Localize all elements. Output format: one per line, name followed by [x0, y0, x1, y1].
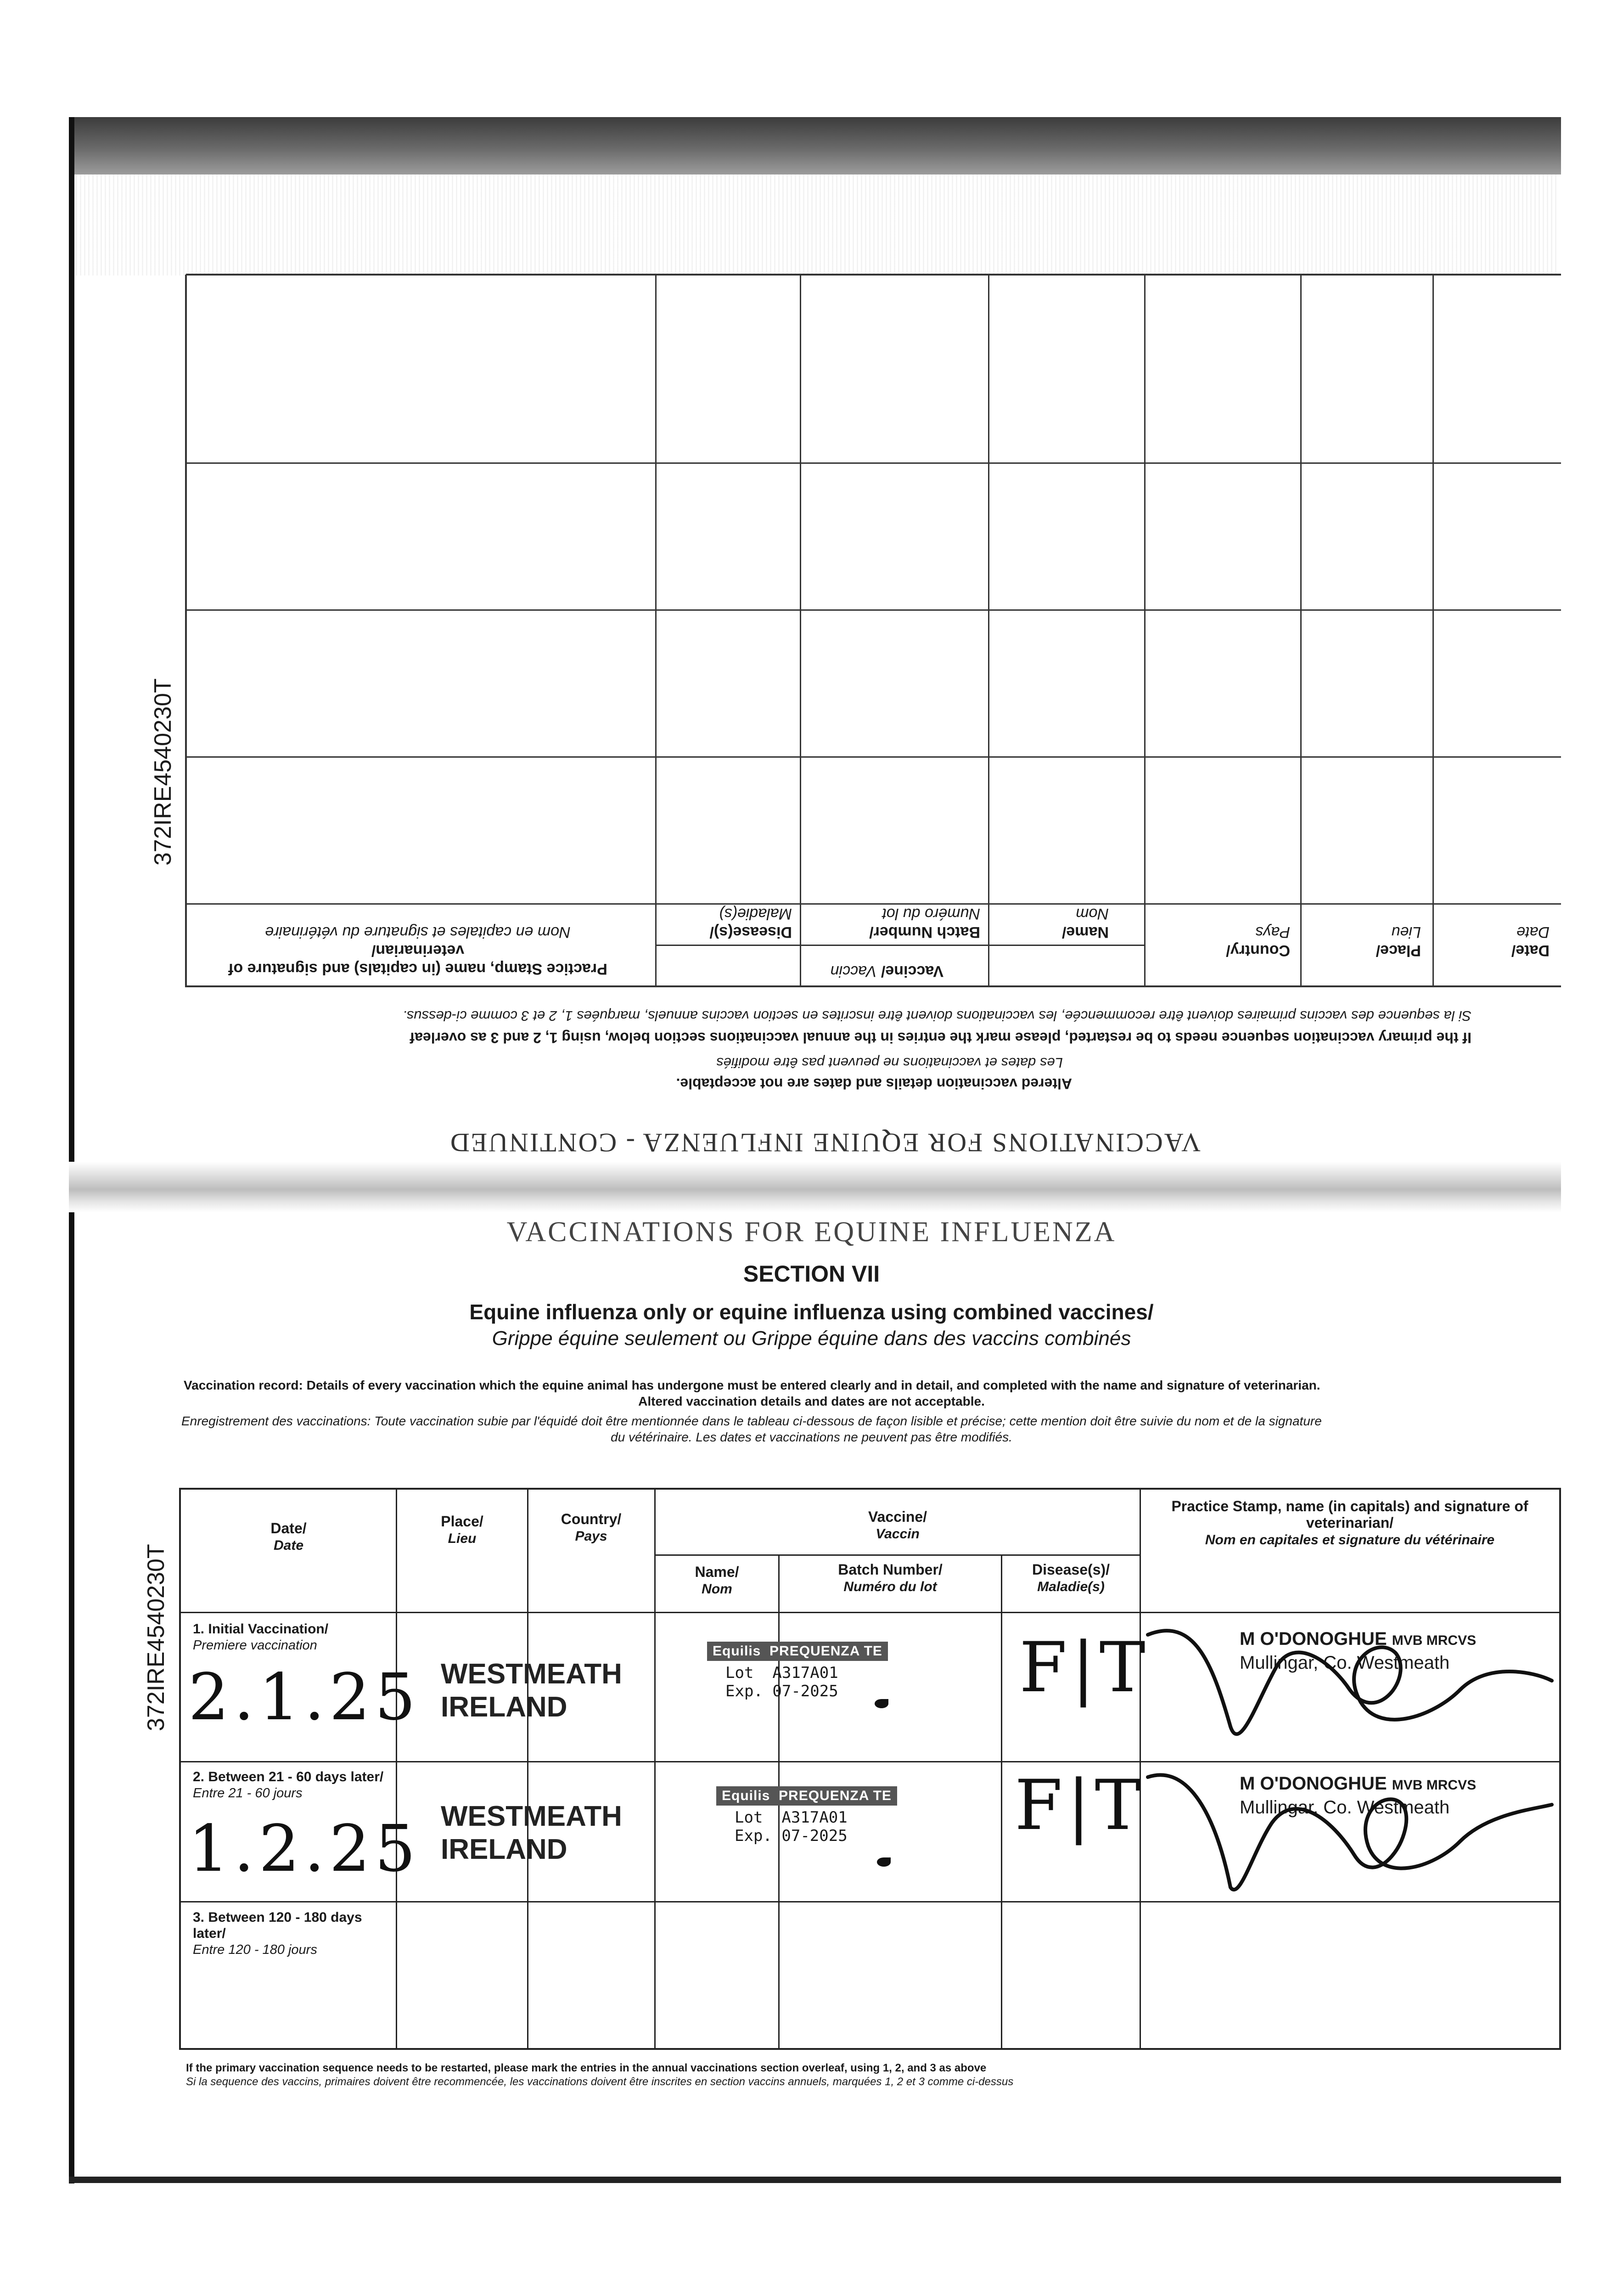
table-left-border [179, 1488, 181, 2050]
record-note-fr-2: du vétérinaire. Les dates et vaccinations ne peuvent pas être modifiés. [611, 1430, 1012, 1444]
col-vaccine-header: Vaccine/ Vaccin [868, 1508, 927, 1542]
row-1-date: 2.1.25 [188, 1660, 421, 1735]
col-name-header: Name/ Nom [695, 1564, 739, 1597]
row-2-disease: F|T [1015, 1766, 1146, 1846]
upper-col-name: Name/ Nom [1061, 905, 1109, 941]
section-heading: VACCINATIONS FOR EQUINE INFLUENZA [506, 1216, 1117, 1248]
row-2-label: 2. Between 21 - 60 days later/ Entre 21 - 60 jours [193, 1769, 384, 1801]
row-2-vet-stamp: M O'DONOGHUE MVB MRCVS Mullingar, Co. Westmeath [1240, 1773, 1477, 1818]
upper-table-right-border [185, 275, 187, 987]
row-2-vaccine-stamp: Equilis PREQUENZA TE Lot A317A01 Exp. 07-2025 [716, 1786, 897, 1845]
upper-col-divider [800, 275, 801, 987]
upper-col-stamp: Practice Stamp, name (in capitals) and signature of veterinarian/ Nom en capitales et signature du vétérinaire [228, 923, 607, 978]
vaccine-subheader-divider [654, 1554, 1141, 1556]
upper-heading: VACCINATIONS FOR EQUINE INFLUENZA - CONTINUED [449, 1128, 1201, 1158]
col-divider-place [527, 1488, 528, 2050]
table-bottom-border [179, 2048, 1561, 2050]
upper-col-divider [655, 275, 657, 987]
record-note-bold: Vaccination record: Details of every vaccination which the equine animal has undergone must be entered clearly and in detail, and completed with the name and signature of veterinarian. [184, 1378, 1320, 1392]
upper-row-divider [186, 609, 1561, 611]
row-2-signature [1139, 1754, 1561, 1906]
upper-table-bottom-border [186, 274, 1561, 276]
col-batch-header: Batch Number/ Numéro du lot [838, 1561, 943, 1594]
row-1-tick-mark [875, 1699, 888, 1708]
row-1-vet-stamp: M O'DONOGHUE MVB MRCVS Mullingar, Co. Westmeath [1240, 1629, 1477, 1673]
col-country-header: Country/ Pays [561, 1511, 622, 1544]
row-1-disease: F|T [1019, 1628, 1150, 1708]
upper-note-bold: Altered vaccination details and dates are not acceptable. [676, 1075, 1072, 1092]
upper-col-disease: Disease(s)/ Maladie(s) [709, 905, 792, 941]
section-number: SECTION VII [743, 1261, 880, 1287]
scan-bottom-edge [69, 2177, 1561, 2183]
row-1-vaccine-stamp: Equilis PREQUENZA TE Lot A317A01 Exp. 07-2025 [707, 1642, 888, 1700]
col-place-header: Place/ Lieu [441, 1513, 483, 1546]
upper-col-place: Place/ Lieu [1376, 923, 1421, 959]
upper-col-vaccine: Vaccine/ Vaccin [830, 962, 943, 980]
upper-col-batch: Batch Number/ Numéro du lot [869, 905, 980, 941]
section-subtitle: Equine influenza only or equine influenza using combined vaccines/ [469, 1300, 1154, 1324]
section-subtitle-fr: Grippe équine seulement ou Grippe équine dans des vaccins combinés [492, 1327, 1131, 1350]
upper-col-divider [988, 275, 989, 987]
upper-note-italic: Les dates et vaccinations ne peuvent pas être modifiés [716, 1055, 1063, 1071]
row-2-place: WESTMEATH IRELAND [441, 1801, 622, 1865]
upper-col-country: Country/ Pays [1226, 923, 1290, 959]
page-fold-spine [69, 1162, 1561, 1212]
record-note-bold-2: Altered vaccination details and dates are not acceptable. [638, 1394, 985, 1408]
row-2-date: 1.2.25 [188, 1812, 421, 1886]
upper-col-divider [1432, 275, 1434, 987]
col-date-header: Date/ Date [270, 1520, 307, 1553]
upper-restart-bold: If the primary vaccination sequence needs to be restarted, please mark the entries in the annual vaccinations section below, using 1, 2 and 3 as overleaf [410, 1030, 1471, 1046]
col-divider-date [396, 1488, 397, 2050]
upper-row-divider [186, 462, 1561, 464]
col-divider-batch [1001, 1554, 1002, 2050]
row-1-label: 1. Initial Vaccination/ Premiere vaccination [193, 1621, 329, 1653]
footer-note-bold: If the primary vaccination sequence needs to be restarted, please mark the entries in the annual vaccinations section overleaf, using 1, 2, and 3 as above [186, 2062, 987, 2074]
footer-note-italic: Si la sequence des vaccins, primaires doivent être recommencée, les vaccinations doivent être inscrites en section vaccins annuels, marquées 1, 2 et 3 comme ci-dessus [186, 2076, 1014, 2088]
upper-row-divider [186, 756, 1561, 758]
upper-vaccine-subdivider [655, 945, 1146, 946]
row-2-tick-mark [877, 1857, 891, 1867]
upper-table-top-border [186, 985, 1561, 987]
upper-restart-italic: Si la sequence des vaccins primaires doivent être recommencée, les vaccinations doivent être inscrites en section vaccins annuels, marquées 1, 2 et 3 comme ci-dessus. [403, 1008, 1471, 1024]
row-1-signature [1139, 1607, 1561, 1759]
record-note-fr: Enregistrement des vaccinations: Toute vaccination subie par l'équidé doit être mentionnée dans le tableau ci-dessous de façon lisible et précise; cette mention doit être suivie du nom et de la signature [181, 1414, 1322, 1428]
row-3-label: 3. Between 120 - 180 days later/ Entre 120 - 180 jours [193, 1910, 362, 1957]
lower-passport-id: 372IRE4540230T [143, 1544, 169, 1731]
col-stamp-header: Practice Stamp, name (in capitals) and signature of veterinarian/ Nom en capitales et signature du vétérinaire [1171, 1498, 1528, 1548]
upper-col-date: Date/ Date [1511, 923, 1550, 959]
upper-passport-id: 372IRE4540230T [150, 678, 176, 866]
table-top-border [179, 1488, 1561, 1490]
upper-col-divider [1300, 275, 1302, 987]
row-1-place: WESTMEATH IRELAND [441, 1658, 622, 1723]
col-disease-header: Disease(s)/ Maladie(s) [1032, 1561, 1110, 1594]
upper-col-divider [1144, 275, 1146, 987]
